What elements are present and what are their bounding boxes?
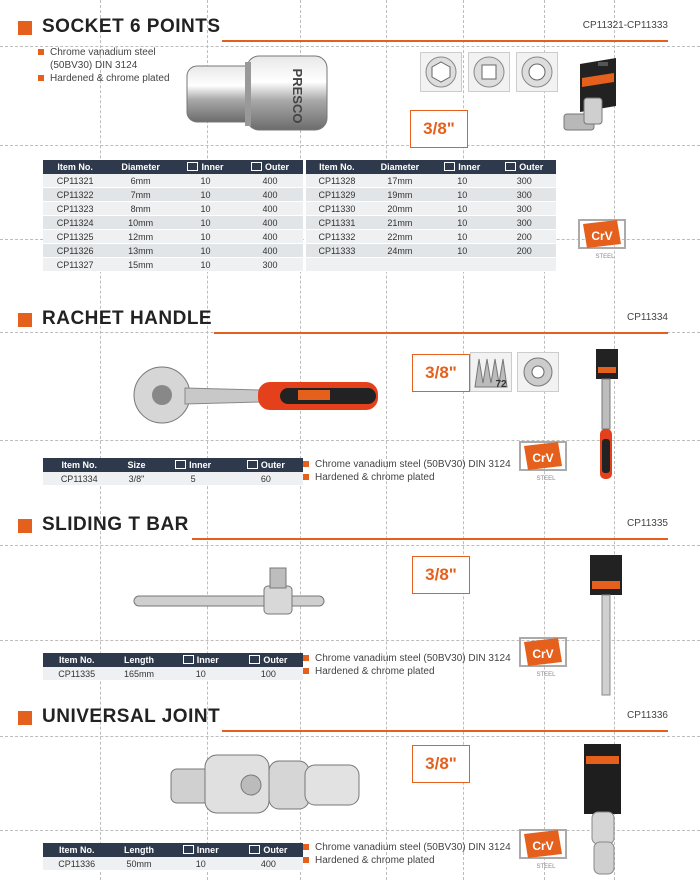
svg-text:72: 72 (495, 379, 507, 390)
socket-end-thumbnail (516, 52, 558, 92)
outer-box-icon (251, 162, 262, 171)
header-rule (192, 538, 668, 540)
teeth-count-thumbnail (470, 352, 512, 392)
svg-text:STEEL: STEEL (536, 476, 556, 482)
outer-box-icon (249, 655, 260, 664)
feature-item: Hardened & chrome plated (303, 854, 523, 867)
inner-box-icon (444, 162, 455, 171)
column-header: Outer (229, 458, 303, 472)
section-header (18, 310, 668, 334)
drive-size-box: 3/8" (412, 745, 470, 783)
product-code: CP11336 (627, 710, 668, 721)
outer-box-icon (249, 845, 260, 854)
table-row: CP11328 17mm 10 300 (306, 174, 556, 188)
feature-item: Chrome vanadium steel (50BV30) DIN 3124 (303, 458, 523, 471)
column-header: Inner (174, 160, 237, 174)
ujoint-table (43, 843, 303, 871)
column-header: Item No. (306, 160, 368, 174)
table-row: CP11327 15mm 10 300 (43, 258, 303, 272)
table-row: CP11322 7mm 10 400 (43, 188, 303, 202)
svg-text:STEEL: STEEL (536, 672, 556, 678)
table-row: CP11333 24mm 10 200 (306, 244, 556, 258)
section-title: UNIVERSAL JOINT (42, 706, 221, 727)
table-row (306, 258, 556, 272)
header-rule (222, 730, 668, 732)
table-row: CP11324 10mm 10 400 (43, 216, 303, 230)
table-row: CP11326 13mm 10 400 (43, 244, 303, 258)
svg-text:STEEL: STEEL (595, 254, 615, 260)
socket-image (185, 52, 335, 132)
tbar-features (303, 652, 523, 678)
section-header (18, 18, 668, 42)
orange-square-icon (18, 313, 32, 327)
feature-item: Hardened & chrome plated (38, 72, 188, 85)
ujoint-features (303, 841, 523, 867)
column-header: Inner (432, 160, 493, 174)
outer-box-icon (247, 460, 258, 469)
drive-size-box: 3/8" (412, 354, 470, 392)
feature-item: Hardened & chrome plated (303, 665, 523, 678)
table-row: CP11323 8mm 10 400 (43, 202, 303, 216)
table-row: CP11321 6mm 10 400 (43, 174, 303, 188)
column-header: Length (110, 843, 167, 857)
table-row: CP11332 22mm 10 200 (306, 230, 556, 244)
ratchet-head-thumbnail (517, 352, 559, 392)
column-header: Outer (237, 160, 303, 174)
tbar-package-image (586, 553, 626, 698)
orange-square-icon (18, 21, 32, 35)
svg-text:CrV: CrV (532, 647, 554, 661)
column-header: Length (110, 653, 167, 667)
outer-box-icon (505, 162, 516, 171)
section-header (18, 516, 668, 540)
drive-size-box: 3/8" (410, 110, 468, 148)
socket-features (38, 46, 188, 85)
column-header: Outer (493, 160, 556, 174)
section-header (18, 708, 668, 732)
drive-size-box: 3/8" (412, 556, 470, 594)
inner-box-icon (183, 845, 194, 854)
section-title: RACHET HANDLE (42, 308, 213, 329)
product-code: CP11335 (627, 518, 668, 529)
svg-text:STEEL: STEEL (536, 864, 556, 870)
feature-item: Chrome vanadium steel (50BV30) DIN 3124 (38, 46, 188, 72)
ujoint-package-image (580, 742, 625, 877)
table-row: CP11329 19mm 10 300 (306, 188, 556, 202)
column-header: Item No. (43, 160, 107, 174)
product-code: CP11334 (627, 312, 668, 323)
product-code: CP11321-CP11333 (582, 20, 668, 31)
column-header: Inner (168, 843, 234, 857)
inner-box-icon (175, 460, 186, 469)
column-header: Item No. (43, 653, 110, 667)
tbar-table (43, 653, 303, 681)
inner-box-icon (183, 655, 194, 664)
column-header: Diameter (107, 160, 174, 174)
socket-end-thumbnail (420, 52, 462, 92)
table-row: CP11331 21mm 10 300 (306, 216, 556, 230)
feature-item: Chrome vanadium steel (50BV30) DIN 3124 (303, 652, 523, 665)
feature-item: Hardened & chrome plated (303, 471, 523, 484)
crv-steel-badge (516, 636, 570, 680)
crv-steel-badge (516, 828, 570, 872)
orange-square-icon (18, 711, 32, 725)
header-rule (222, 40, 668, 42)
column-header: Size (116, 458, 158, 472)
svg-text:CrV: CrV (591, 229, 613, 243)
column-header: Item No. (43, 458, 116, 472)
header-rule (214, 332, 668, 334)
socket-end-thumbnail (468, 52, 510, 92)
table-row: CP11336 50mm 10 400 (43, 857, 303, 871)
table-row: CP11330 20mm 10 300 (306, 202, 556, 216)
section-title: SOCKET 6 POINTS (42, 16, 221, 37)
ratchet-features (303, 458, 523, 484)
feature-item: Chrome vanadium steel (50BV30) DIN 3124 (303, 841, 523, 854)
orange-square-icon (18, 519, 32, 533)
table-row: CP11334 3/8" 5 60 (43, 472, 303, 486)
svg-text:CrV: CrV (532, 839, 554, 853)
svg-text:CrV: CrV (532, 451, 554, 465)
section-title: SLIDING T BAR (42, 514, 189, 535)
column-header: Item No. (43, 843, 110, 857)
ratchet-handle-image (130, 360, 385, 430)
crv-steel-badge (516, 440, 570, 484)
crv-steel-badge (575, 218, 629, 262)
column-header: Inner (168, 653, 234, 667)
socket-table-left (43, 160, 303, 272)
socket-package-image (560, 58, 620, 138)
column-header: Outer (234, 843, 303, 857)
inner-box-icon (187, 162, 198, 171)
column-header: Diameter (368, 160, 432, 174)
table-row: CP11325 12mm 10 400 (43, 230, 303, 244)
column-header: Inner (158, 458, 229, 472)
column-header: Outer (234, 653, 303, 667)
universal-joint-image (165, 745, 365, 825)
table-row: CP11335 165mm 10 100 (43, 667, 303, 681)
svg-text:PRESCO: PRESCO (290, 68, 305, 124)
ratchet-package-image (592, 345, 622, 485)
socket-table-right (306, 160, 556, 272)
sliding-t-bar-image (130, 562, 330, 622)
ratchet-table (43, 458, 303, 486)
